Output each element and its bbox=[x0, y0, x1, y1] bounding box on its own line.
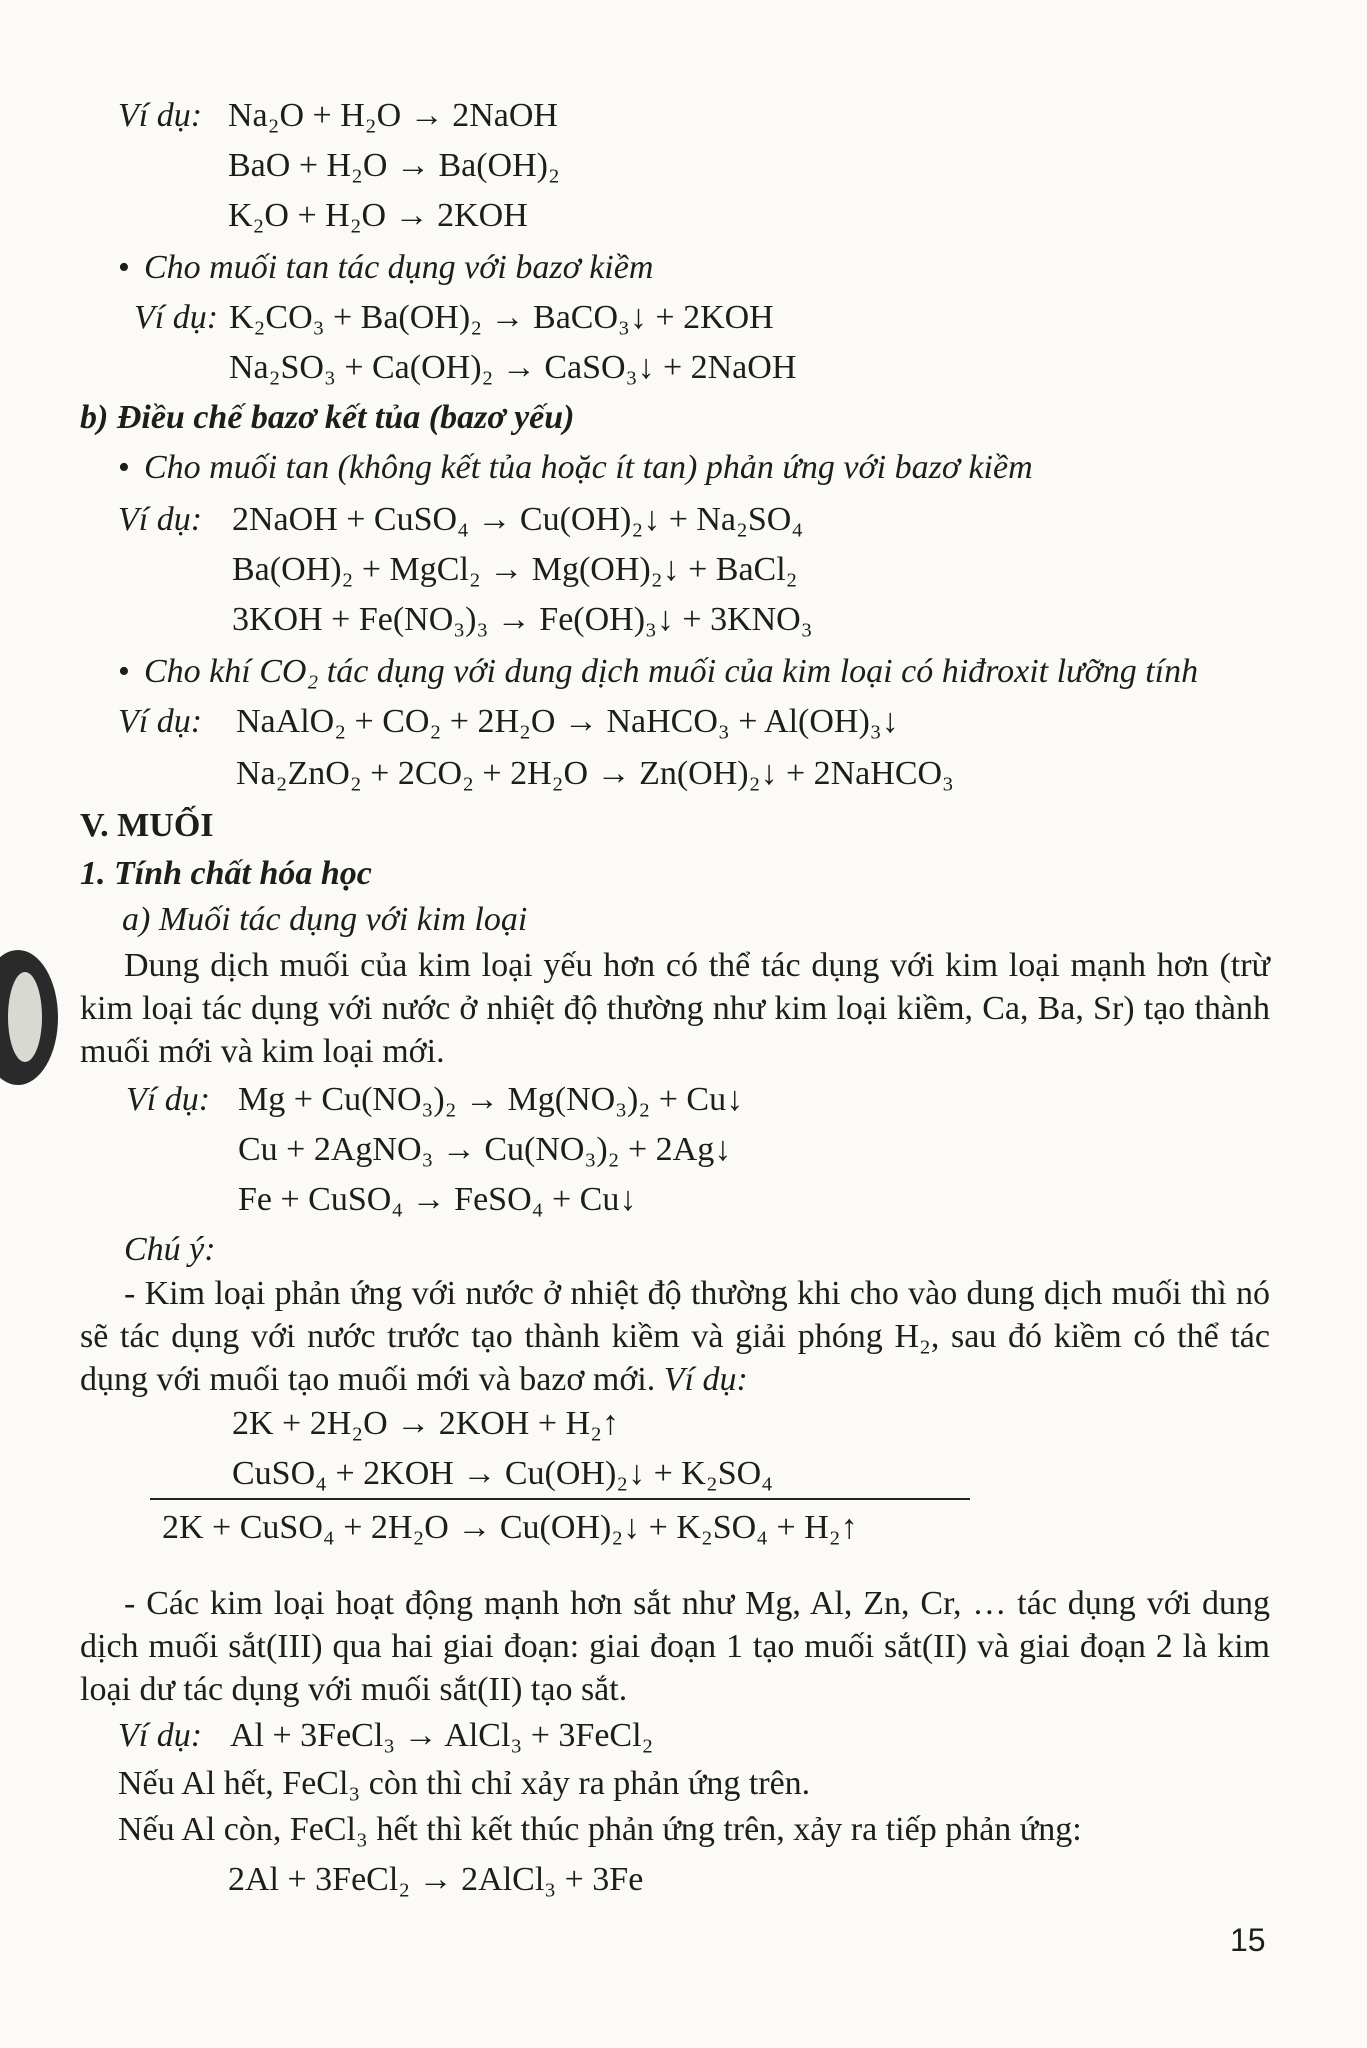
equation: K₂O + H₂O → 2KOH bbox=[228, 197, 528, 234]
equation: Na₂O + H₂O → 2NaOH bbox=[228, 97, 558, 134]
equation: Ba(OH)₂ + MgCl₂ → Mg(OH)₂↓ + BaCl₂ bbox=[232, 551, 798, 588]
bullet-text: Cho muối tan (không kết tủa hoặc ít tan) phản ứng với bazơ kiềm bbox=[144, 449, 1033, 486]
example-line bbox=[118, 94, 558, 138]
paragraph: Dung dịch muối của kim loại yếu hơn có thể tác dụng với kim loại mạnh hơn (trừ kim loại tác dụng với nước ở nhiệt độ thường như kim loại kiềm, Ca, Ba, Sr) tạo thành muối mới và kim loại mới. bbox=[80, 947, 1270, 1070]
equation: Na₂SO₃ + Ca(OH)₂ → CaSO₃↓ + 2NaOH bbox=[229, 349, 797, 386]
example-line bbox=[134, 296, 774, 340]
subheading-a: a) Muối tác dụng với kim loại bbox=[122, 901, 528, 938]
example-line bbox=[118, 700, 899, 744]
equation: 2NaOH + CuSO₄ → Cu(OH)₂↓ + Na₂SO₄ bbox=[232, 501, 804, 538]
bullet-icon: • bbox=[118, 653, 130, 690]
equation: CuSO₄ + 2KOH → Cu(OH)₂↓ + K₂SO₄ bbox=[232, 1455, 774, 1492]
equation: Fe + CuSO₄ → FeSO₄ + Cu↓ bbox=[238, 1181, 637, 1218]
equation: Al + 3FeCl₃ → AlCl₃ + 3FeCl₂ bbox=[230, 1717, 654, 1754]
equation: Na₂ZnO₂ + 2CO₂ + 2H₂O → Zn(OH)₂↓ + 2NaHCO₃ bbox=[236, 755, 954, 792]
subheading-1: 1. Tính chất hóa học bbox=[80, 855, 372, 892]
equation: K₂CO₃ + Ba(OH)₂ → BaCO₃↓ + 2KOH bbox=[229, 299, 774, 336]
equation: 3KOH + Fe(NO₃)₃ → Fe(OH)₃↓ + 3KNO₃ bbox=[232, 601, 813, 638]
equation: BaO + H₂O → Ba(OH)₂ bbox=[228, 147, 560, 184]
equation: Mg + Cu(NO₃)₂ → Mg(NO₃)₂ + Cu↓ bbox=[238, 1081, 744, 1118]
equation-sum: 2K + CuSO₄ + 2H₂O → Cu(OH)₂↓ + K₂SO₄ + H₂↑ bbox=[162, 1509, 858, 1546]
example-label: Ví dụ: bbox=[134, 299, 219, 336]
text-line: Nếu Al hết, FeCl₃ còn thì chỉ xảy ra phản ứng trên. bbox=[118, 1765, 811, 1802]
bullet-item bbox=[118, 246, 653, 290]
example-label: Ví dụ: bbox=[126, 1081, 211, 1118]
example-label: Ví dụ: bbox=[118, 97, 203, 134]
bullet-icon: • bbox=[118, 249, 130, 286]
bullet-icon: • bbox=[118, 449, 130, 486]
example-line bbox=[126, 1078, 743, 1122]
example-label: Ví dụ: bbox=[118, 703, 203, 740]
example-line bbox=[118, 498, 803, 542]
paragraph: - Kim loại phản ứng với nước ở nhiệt độ thường khi cho vào dung dịch muối thì nó sẽ tác dụng với nước trước tạo thành kiềm và giải phóng H₂, sau đó kiềm có thể tác dụng với muối tạo muối mới và bazơ mới. Ví dụ: bbox=[80, 1275, 1270, 1398]
example-line bbox=[118, 1714, 653, 1758]
equation: 2Al + 3FeCl₂ → 2AlCl₃ + 3Fe bbox=[228, 1861, 644, 1898]
text-line: Nếu Al còn, FeCl₃ hết thì kết thúc phản ứng trên, xảy ra tiếp phản ứng: bbox=[118, 1811, 1082, 1848]
bullet-item bbox=[118, 446, 1033, 490]
bullet-item bbox=[118, 650, 1198, 694]
equation: NaAlO₂ + CO₂ + 2H₂O → NaHCO₃ + Al(OH)₃↓ bbox=[236, 703, 899, 740]
section-heading: V. MUỐI bbox=[80, 807, 214, 844]
subheading-b: b) Điều chế bazơ kết tủa (bazơ yếu) bbox=[80, 399, 575, 436]
example-label: Ví dụ: bbox=[118, 501, 203, 538]
summation-rule bbox=[150, 1498, 970, 1500]
example-label: Ví dụ: bbox=[118, 1717, 203, 1754]
bullet-text: Cho khí CO₂ tác dụng với dung dịch muối của kim loại có hiđroxit lưỡng tính bbox=[144, 653, 1199, 690]
note-label: Chú ý: bbox=[124, 1231, 216, 1268]
equation: Cu + 2AgNO₃ → Cu(NO₃)₂ + 2Ag↓ bbox=[238, 1131, 732, 1168]
bullet-text: Cho muối tan tác dụng với bazơ kiềm bbox=[144, 249, 654, 286]
equation: 2K + 2H₂O → 2KOH + H₂↑ bbox=[232, 1405, 619, 1442]
page-number: 15 bbox=[1230, 1922, 1266, 1958]
paragraph: - Các kim loại hoạt động mạnh hơn sắt như Mg, Al, Zn, Cr, … tác dụng với dung dịch muối sắt(III) qua hai giai đoạn: giai đoạn 1 tạo muối sắt(II) và giai đoạn 2 là kim loại dư tác dụng với muối sắt(II) tạo sắt. bbox=[80, 1585, 1270, 1708]
corner-stamp-icon bbox=[0, 950, 58, 1085]
